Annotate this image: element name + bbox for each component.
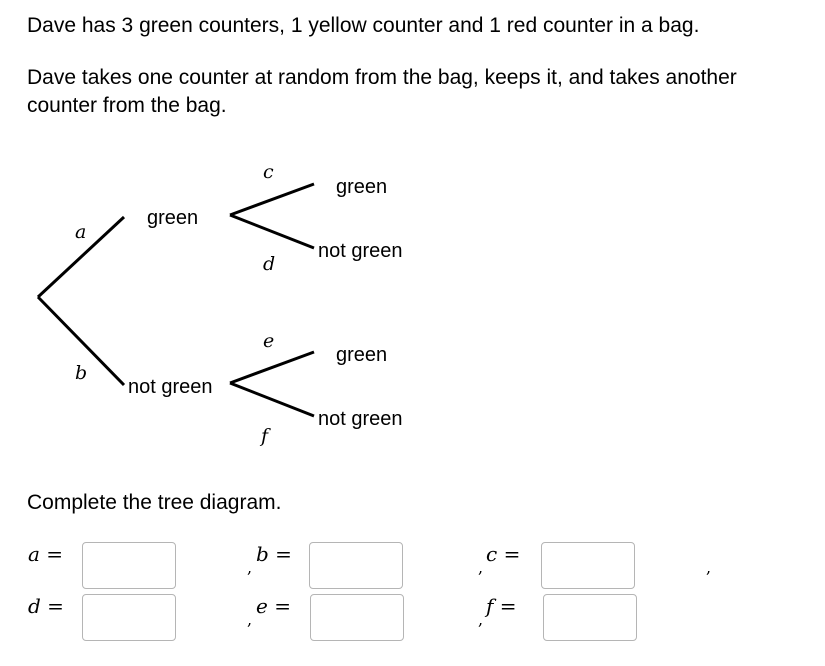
outcome-green-2b: green [336, 344, 388, 366]
answer-input-e[interactable] [310, 594, 404, 641]
separator-comma: , [247, 558, 253, 577]
outcome-not-green-2b: not green [318, 408, 403, 430]
branch-c [230, 184, 314, 215]
branch-e [230, 352, 314, 383]
answer-label-b: b = [256, 542, 292, 566]
answer-input-f[interactable] [543, 594, 637, 641]
answer-input-d[interactable] [82, 594, 176, 641]
prob-label-e: e [263, 330, 275, 352]
answer-label-c: c = [486, 542, 521, 566]
question-paragraph-1: Dave has 3 green counters, 1 yellow counter and 1 red counter in a bag. [27, 14, 700, 37]
answer-label-e: e = [256, 594, 291, 618]
prob-label-a: a [75, 221, 87, 243]
outcome-green-2a: green [336, 176, 388, 198]
instruction-text: Complete the tree diagram. [27, 491, 282, 514]
prob-label-c: c [263, 161, 274, 183]
outcome-not-green-1: not green [128, 376, 213, 398]
answer-input-c[interactable] [541, 542, 635, 589]
prob-label-b: b [75, 362, 88, 384]
question-paragraph-2: Dave takes one counter at random from the bag, keeps it, and takes another counter from the bag. [27, 66, 737, 117]
outcome-not-green-2a: not green [318, 240, 403, 262]
answer-label-a: a = [28, 542, 64, 566]
answer-input-a[interactable] [82, 542, 176, 589]
prob-label-d: d [263, 253, 276, 275]
separator-comma: , [478, 558, 484, 577]
answer-input-b[interactable] [309, 542, 403, 589]
separator-comma: , [478, 610, 484, 629]
separator-comma: , [706, 558, 712, 577]
separator-comma: , [247, 610, 253, 629]
answer-label-d: d = [28, 594, 64, 618]
answer-label-f: f = [486, 594, 517, 618]
prob-label-f: f [261, 425, 269, 447]
branch-f [230, 383, 314, 416]
branch-d [230, 215, 314, 248]
outcome-green-1: green [147, 207, 199, 229]
